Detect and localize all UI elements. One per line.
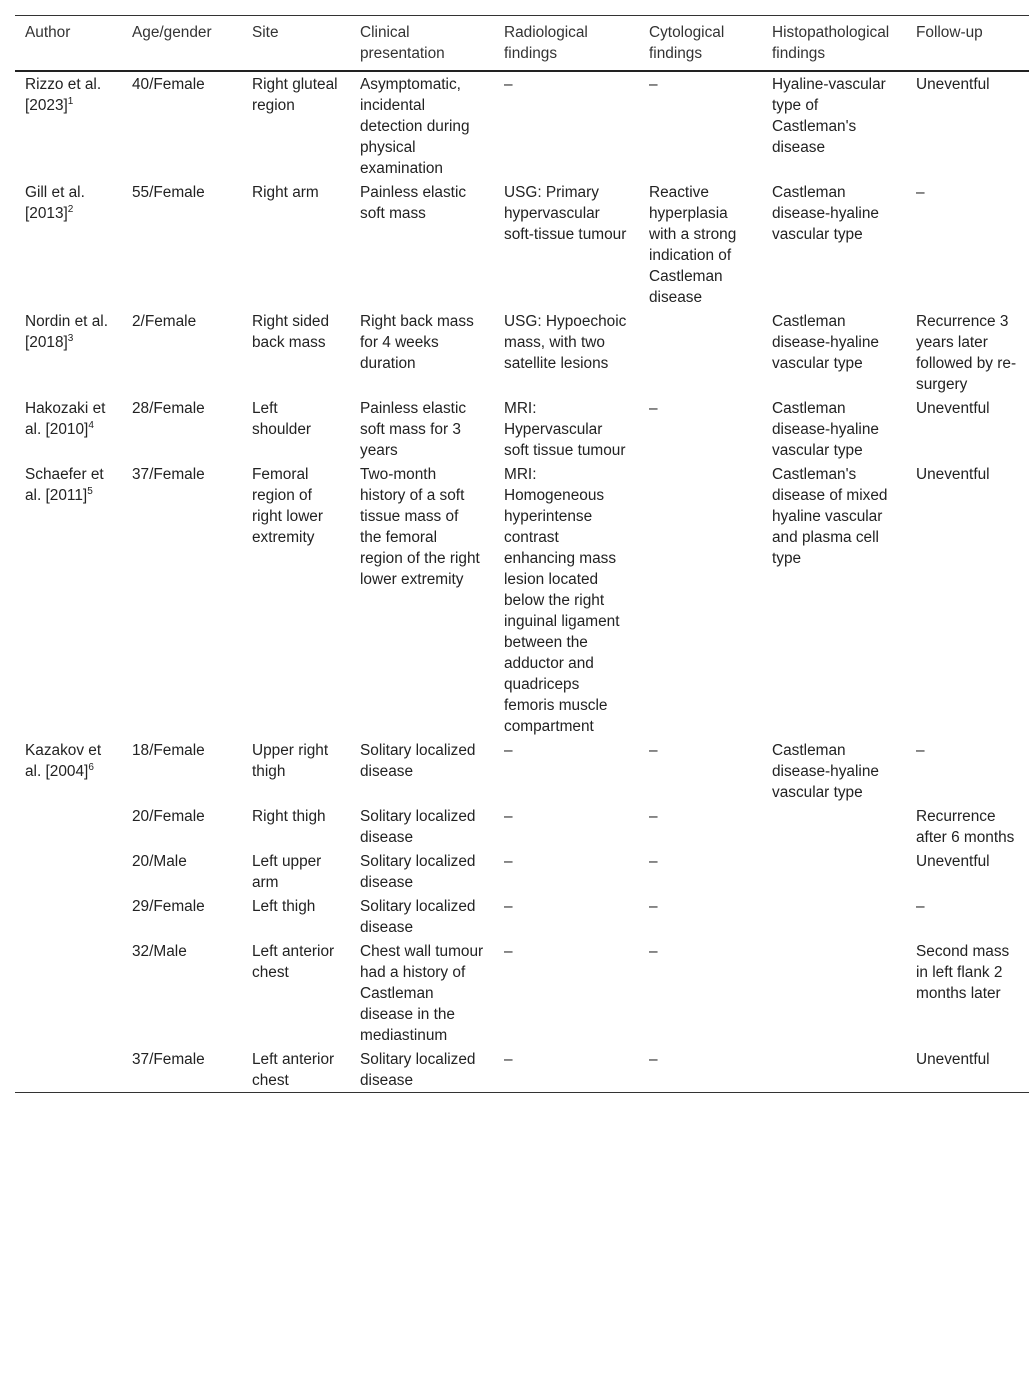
- cell-follow-up: –: [916, 742, 925, 759]
- cell-author: Hakozaki et al. $[2010]^4$: [25, 400, 106, 438]
- cell-age-gender: 55/Female: [132, 184, 205, 201]
- cell-clinical: Solitary localized disease: [360, 898, 476, 936]
- cell-follow-up: Recurrence 3 years later followed by re-surgery: [916, 313, 1017, 393]
- cell-age-gender: 28/Female: [132, 400, 205, 417]
- cell-author: [15, 939, 122, 1047]
- cell-cytological: [639, 309, 762, 396]
- cell-histopathological: [762, 804, 906, 849]
- cell-cytological: –: [649, 76, 658, 93]
- cell-radiological: –: [504, 742, 513, 759]
- cell-histopathological: Castleman disease-hyaline vascular type: [772, 313, 879, 372]
- cell-author: Rizzo et al. $[2023]^1$: [25, 76, 102, 114]
- table-row: [15, 1047, 1029, 1093]
- cell-follow-up: Uneventful: [916, 853, 990, 870]
- cell-site: Right thigh: [252, 808, 326, 825]
- cell-age-gender: 2/Female: [132, 313, 197, 330]
- cell-cytological: –: [649, 943, 658, 960]
- cell-site: Right arm: [252, 184, 319, 201]
- cell-histopathological: Castleman disease-hyaline vascular type: [772, 184, 879, 243]
- table-row: [15, 804, 1029, 849]
- cell-radiological: MRI: Homogeneous hyperintense contrast enhancing mass lesion located below the right inguinal ligament between the adductor and quadriceps femoris muscle compartment: [504, 466, 620, 735]
- cell-site: Left anterior chest: [252, 943, 335, 981]
- cell-author: Nordin et al. $[2018]^3$: [25, 313, 108, 351]
- cell-histopathological: [762, 849, 906, 894]
- header-author: Author: [25, 24, 71, 41]
- cell-cytological: –: [649, 853, 658, 870]
- reference-number: 6: [88, 761, 94, 773]
- cell-follow-up: –: [916, 898, 925, 915]
- cell-age-gender: 40/Female: [132, 76, 205, 93]
- cell-site: Left shoulder: [252, 400, 312, 438]
- header-radiological-findings: Radiological findings: [504, 24, 588, 62]
- header-row: [15, 16, 1029, 72]
- table-row: [15, 849, 1029, 894]
- cell-age-gender: 32/Male: [132, 943, 187, 960]
- cell-cytological: [639, 462, 762, 738]
- cell-author: [15, 849, 122, 894]
- table-row: [15, 894, 1029, 939]
- cell-clinical: Solitary localized disease: [360, 1051, 476, 1089]
- cell-author: Gill et al. $[2013]^2$: [25, 184, 85, 222]
- cell-site: Left anterior chest: [252, 1051, 335, 1089]
- cell-follow-up: –: [916, 184, 925, 201]
- cell-clinical: Right back mass for 4 weeks duration: [360, 313, 474, 372]
- header-histopathological-findings: Histopathological findings: [772, 24, 890, 62]
- cell-follow-up: Uneventful: [916, 466, 990, 483]
- cell-radiological: –: [504, 943, 513, 960]
- reference-number: 3: [67, 332, 74, 344]
- cell-site: Right gluteal region: [252, 76, 338, 114]
- cell-follow-up: Uneventful: [916, 400, 990, 417]
- reference-number: 4: [88, 419, 94, 431]
- table-row: [15, 180, 1029, 309]
- cell-cytological: –: [649, 742, 658, 759]
- table-row: [15, 939, 1029, 1047]
- cell-cytological: –: [649, 808, 658, 825]
- cell-radiological: –: [504, 853, 513, 870]
- table-row: [15, 309, 1029, 396]
- cell-histopathological: Castleman disease-hyaline vascular type: [772, 400, 879, 459]
- cell-radiological: MRI: Hypervascular soft tissue tumour: [504, 400, 626, 459]
- cell-age-gender: 20/Male: [132, 853, 187, 870]
- header-clinical-presentation: Clinical presentation: [360, 24, 445, 62]
- cell-age-gender: 18/Female: [132, 742, 205, 759]
- cell-age-gender: 37/Female: [132, 466, 205, 483]
- cell-follow-up: Uneventful: [916, 1051, 990, 1068]
- cell-histopathological: Castleman's disease of mixed hyaline vascular and plasma cell type: [772, 466, 888, 567]
- cell-radiological: –: [504, 808, 513, 825]
- cell-clinical: Painless elastic soft mass for 3 years: [360, 400, 467, 459]
- cell-clinical: Asymptomatic, incidental detection during physical examination: [360, 76, 470, 177]
- cell-histopathological: [762, 939, 906, 1047]
- cell-follow-up: Uneventful: [916, 76, 990, 93]
- cell-author: Schaefer et al. $[2011]^5$: [25, 466, 104, 504]
- header-age-gender: Age/gender: [132, 24, 212, 41]
- cell-author: [15, 804, 122, 849]
- cell-histopathological: Castleman disease-hyaline vascular type: [772, 742, 879, 801]
- cell-histopathological: Hyaline-vascular type of Castleman's disease: [772, 76, 886, 156]
- cell-site: Left upper arm: [252, 853, 322, 891]
- cell-radiological: USG: Primary hypervascular soft-tissue tumour: [504, 184, 627, 243]
- cell-radiological: –: [504, 898, 513, 915]
- cell-site: Upper right thigh: [252, 742, 329, 780]
- cell-follow-up: Recurrence after 6 months: [916, 808, 1015, 846]
- literature-table-container: [15, 15, 1029, 1093]
- cell-cytological: Reactive hyperplasia with a strong indication of Castleman disease: [649, 184, 737, 306]
- cell-author: [15, 1047, 122, 1093]
- table-header: [15, 16, 1029, 72]
- cell-cytological: –: [649, 1051, 658, 1068]
- cell-clinical: Solitary localized disease: [360, 742, 476, 780]
- literature-review-table: [15, 15, 1029, 1093]
- cell-histopathological: [762, 1047, 906, 1093]
- table-body: [15, 71, 1029, 1093]
- cell-radiological: USG: Hypoechoic mass, with two satellite lesions: [504, 313, 627, 372]
- cell-age-gender: 20/Female: [132, 808, 205, 825]
- reference-number: 5: [87, 485, 93, 497]
- cell-cytological: –: [649, 400, 658, 417]
- cell-cytological: –: [649, 898, 658, 915]
- cell-clinical: Solitary localized disease: [360, 808, 476, 846]
- header-site: Site: [252, 24, 279, 41]
- table-row: [15, 462, 1029, 738]
- table-row: [15, 71, 1029, 180]
- cell-age-gender: 29/Female: [132, 898, 205, 915]
- header-follow-up: Follow-up: [916, 24, 983, 41]
- reference-number: 2: [67, 203, 74, 215]
- cell-clinical: Solitary localized disease: [360, 853, 476, 891]
- header-cytological-findings: Cytological findings: [649, 24, 725, 62]
- cell-author: Kazakov et al. $[2004]^6$: [25, 742, 102, 780]
- cell-radiological: –: [504, 76, 513, 93]
- cell-clinical: Two-month history of a soft tissue mass of the femoral region of the right lower extremity: [360, 466, 480, 588]
- cell-clinical: Painless elastic soft mass: [360, 184, 467, 222]
- cell-site: Left thigh: [252, 898, 316, 915]
- cell-site: Right sided back mass: [252, 313, 329, 351]
- cell-clinical: Chest wall tumour had a history of Castleman disease in the mediastinum: [360, 943, 484, 1044]
- cell-follow-up: Second mass in left flank 2 months later: [916, 943, 1010, 1002]
- table-row: [15, 738, 1029, 804]
- cell-histopathological: [762, 894, 906, 939]
- cell-author: [15, 894, 122, 939]
- cell-site: Femoral region of right lower extremity: [252, 466, 323, 546]
- cell-radiological: –: [504, 1051, 513, 1068]
- reference-number: 1: [67, 95, 74, 107]
- cell-age-gender: 37/Female: [132, 1051, 205, 1068]
- table-row: [15, 396, 1029, 462]
